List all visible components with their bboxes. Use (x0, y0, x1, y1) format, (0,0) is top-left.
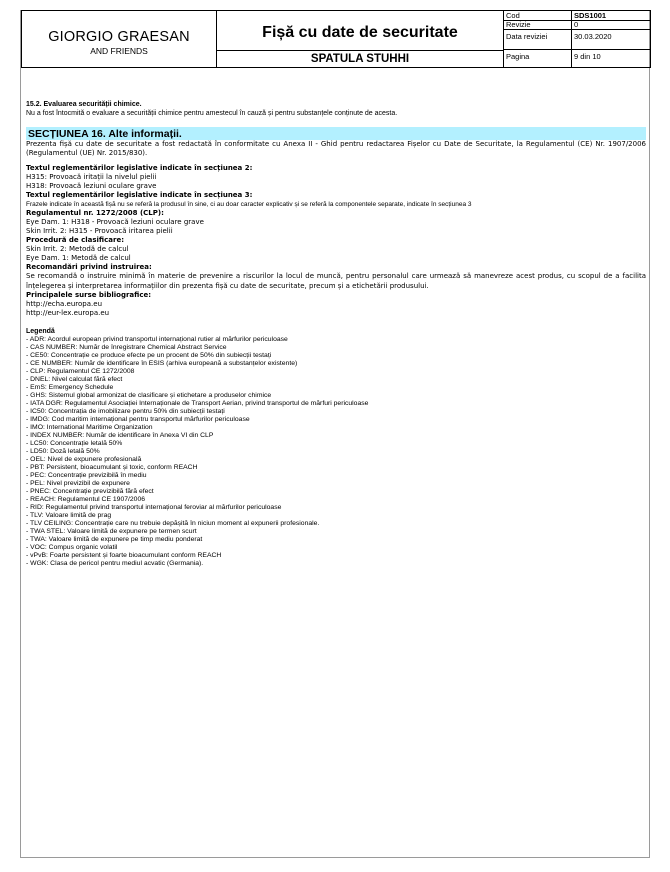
legend-item: - PNEC: Concentrație previzibilă fără efect (26, 487, 154, 495)
classification-procedure-line: Eye Dam. 1: Metodă de calcul (26, 254, 131, 263)
company-box (21, 10, 217, 68)
legend-item: - LD50: Doză letală 50% (26, 447, 100, 455)
pagina-label: Pagina (506, 52, 530, 61)
legend-item: - PEL: Nivel previzibil de expunere (26, 479, 130, 487)
training-text: Se recomandă o instruire minimă în materie de prevenire a riscurilor la locul de muncă, pentru personalul care urmează să manevreze acest produs, cu scopul de a facilita înțelegerea și interpretarea informațiilor din prezenta fișă cu date de securitate, precum și a etichetării produsului. (26, 272, 646, 290)
section-15-2-heading: 15.2. Evaluarea securității chimice. (26, 101, 142, 108)
section-3-texts-title: Textul reglementărilor legislative indicate în secțiunea 3: (26, 191, 253, 200)
title-box (217, 10, 503, 68)
section-15-2-text: Nu a fost întocmită o evaluare a securității chimice pentru amestecul în cauză și pentru substanțele conținute de acesta. (26, 110, 398, 117)
legend-item: - vPvB: Foarte persistent și foarte bioacumulant conform REACH (26, 551, 222, 559)
clp-line: Skin Irrit. 2: H315 - Provoacă iritarea pielii (26, 227, 173, 236)
section-16-heading: SECȚIUNEA 16. Alte informații. (26, 127, 646, 140)
company-name: GIORGIO GRAESAN (48, 29, 190, 45)
section-2-texts-title: Textul reglementărilor legislative indicate în secțiunea 2: (26, 164, 253, 173)
legend-item: - IMO: International Maritime Organization (26, 423, 153, 431)
document-page (20, 10, 650, 858)
revizie-label: Revizie (506, 20, 531, 29)
legend-item: - PEC: Concentrație previzibilă în mediu (26, 471, 147, 479)
clp-line: Eye Dam. 1: H318 - Provoacă leziuni oculare grave (26, 218, 204, 227)
legend-item: - CAS NUMBER: Număr de înregistrare Chemical Abstract Service (26, 343, 227, 351)
document-title: Fișă cu date de securitate (262, 24, 458, 41)
legend-item: - REACH: Regulamentul CE 1907/2006 (26, 495, 146, 503)
legend-item: - TWA STEL: Valoare limită de expunere pe termen scurt (26, 527, 197, 535)
legend-item: - INDEX NUMBER: Număr de identificare în Anexa VI din CLP (26, 431, 214, 439)
legend-list (26, 336, 646, 568)
legend-item: - CE50: Concentrație ce produce efecte pe un procent de 50% din subiecții testați (26, 351, 272, 359)
legend-item: - TLV: Valoare limită de prag (26, 511, 112, 519)
legend-item: - IC50: Concentrația de imobilizare pentru 50% din subiecții testați (26, 407, 225, 415)
legend-item: - CE NUMBER: Număr de identificare în ESIS (arhiva europeană a substanțelor existente) (26, 359, 298, 367)
clp-title: Regulamentul nr. 1272/2008 (CLP): (26, 209, 164, 218)
bibliography-title: Principalele surse bibliografice: (26, 290, 152, 299)
legend-item: - OEL: Nivel de expunere profesională (26, 455, 142, 463)
legend-item: - VOC: Compus organic volatil (26, 543, 118, 551)
classification-procedure-title: Procedură de clasificare: (26, 236, 124, 245)
legend-item: - IMDG: Cod maritim internațional pentru transportul mărfurilor periculoase (26, 415, 250, 423)
bibliography-link: http://eur-lex.europa.eu (26, 308, 110, 317)
revizie-value: 0 (574, 20, 579, 29)
document-body (26, 100, 646, 568)
revision-table (503, 10, 651, 68)
document-header (21, 10, 651, 68)
bibliography-link: http://echa.europa.eu (26, 299, 103, 308)
section-2-text-line: H318: Provoacă leziuni oculare grave (26, 182, 157, 191)
data-label: Data reviziei (506, 32, 548, 41)
data-value: 30.03.2020 (574, 32, 612, 41)
cod-value: SDS1001 (574, 11, 607, 20)
section-2-text-line: H315: Provoacă iritații la nivelul pielii (26, 173, 157, 182)
legend-item: - DNEL: Nivel calculat fără efect (26, 375, 123, 383)
section-3-texts-note: Frazele indicate în această fișă nu se referă la produsul în sine, ci au doar caracter explicativ și se referă la componentele separate, indicate în secțiunea 3 (26, 201, 472, 209)
legend-item: - CLP: Regulamentul CE 1272/2008 (26, 367, 135, 375)
legend-item: - IATA DGR: Regulamentul Asociației Internaționale de Transport Aerian, privind transportul de mărfuri periculoase (26, 399, 369, 407)
legend-item: - RID: Regulamentul privind transportul internațional feroviar al mărfurilor periculoase (26, 503, 282, 511)
legend-item: - LC50: Concentrație letală 50% (26, 439, 123, 447)
revision-row-data (504, 29, 650, 50)
legend-title: Legendă (26, 327, 55, 335)
legend-item: - EmS: Emergency Schedule (26, 383, 114, 391)
legend-item: - ADR: Acordul european privind transportul internațional rutier al mărfurilor periculoase (26, 335, 288, 343)
title-divider (217, 50, 503, 51)
section-16-intro: Prezenta fișă cu date de securitate a fost redactată în conformitate cu Anexa II - Ghid pentru redactarea Fișelor cu Date de Securitate, la Regulamentul (CE) Nr. 1907/2006 (Regulamentul (UE) Nr. 2015/830). (26, 140, 646, 158)
legend-item: - PBT: Persistent, bioacumulant și toxic, conform REACH (26, 463, 198, 471)
revision-row-pagina (504, 49, 650, 67)
legend-item: - WGK: Clasa de pericol pentru mediul acvatic (Germania). (26, 559, 204, 567)
legend-item: - TWA: Valoare limită de expunere pe timp mediu ponderat (26, 535, 203, 543)
training-title: Recomandări privind instruirea: (26, 263, 152, 272)
legend-item: - TLV CEILING: Concentrație care nu trebuie depășită în niciun moment al expunerii profesionale. (26, 519, 320, 527)
pagina-value: 9 din 10 (574, 52, 601, 61)
cod-label: Cod (506, 11, 520, 20)
product-name: SPATULA STUHHI (310, 53, 410, 65)
company-subtitle: AND FRIENDS (90, 46, 148, 56)
classification-procedure-line: Skin Irrit. 2: Metodă de calcul (26, 245, 129, 254)
legend-item: - GHS: Sistemul global armonizat de clasificare și etichetare a produselor chimice (26, 391, 272, 399)
